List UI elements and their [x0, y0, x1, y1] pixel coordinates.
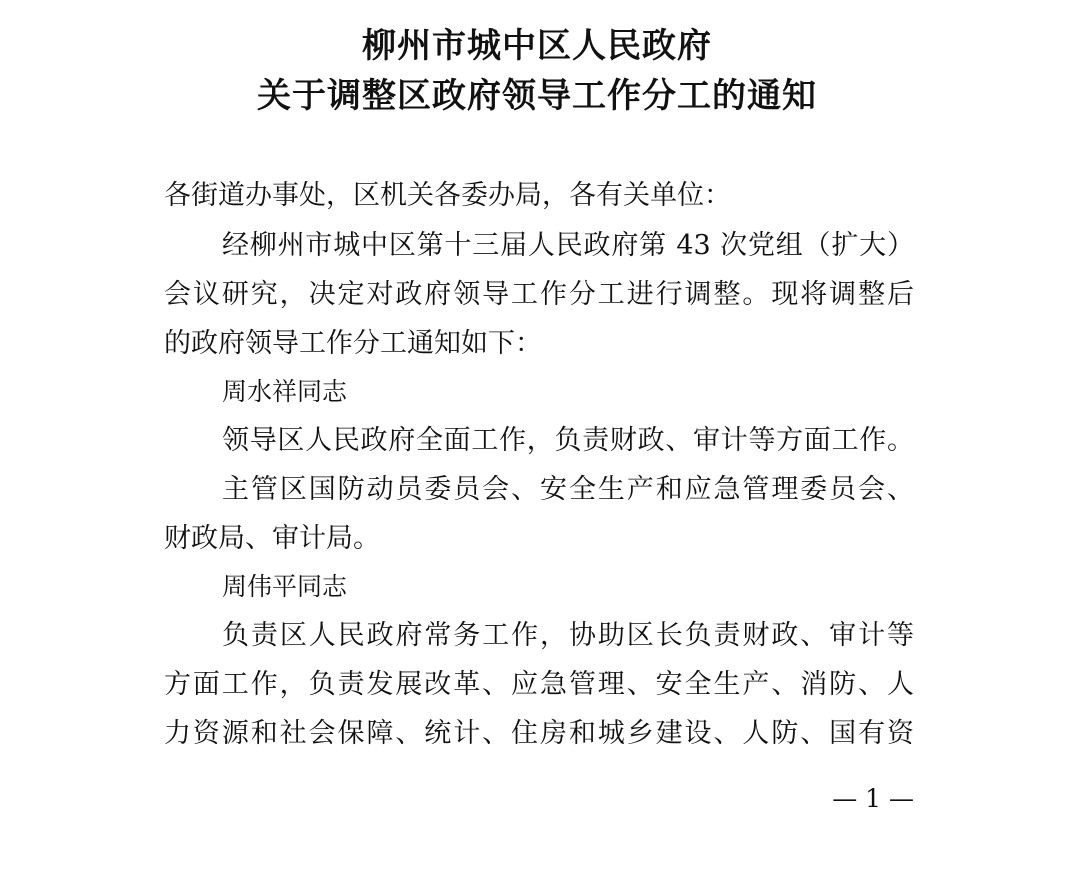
intro-line-1: 经柳州市城中区第十三届人民政府第 43 次党组（扩大）: [222, 230, 914, 261]
document-title-line1: 柳州市城中区人民政府: [362, 26, 712, 66]
leader-1-duty-line-2: 主管区国防动员委员会、安全生产和应急管理委员会、: [222, 474, 914, 505]
leader-2-duty-line-2: 方面工作，负责发展改革、应急管理、安全生产、消防、人: [164, 669, 914, 700]
leader-2-duty-line-3: 力资源和社会保障、统计、住房和城乡建设、人防、国有资: [164, 718, 914, 749]
salutation: 各街道办事处，区机关各委办局，各有关单位：: [164, 180, 731, 211]
leader-1-duty-line-1: 领导区人民政府全面工作，负责财政、审计等方面工作。: [222, 425, 914, 456]
document-title-line2: 关于调整区政府领导工作分工的通知: [257, 76, 817, 116]
leader-2-duty-line-1: 负责区人民政府常务工作，协助区长负责财政、审计等: [222, 620, 914, 651]
page-number: — 1 —: [832, 784, 914, 813]
leader-2-name: 周伟平同志: [222, 572, 348, 601]
intro-line-2: 会议研究，决定对政府领导工作分工进行调整。现将调整后: [164, 279, 914, 310]
leader-1-duty-line-3: 财政局、审计局。: [164, 523, 380, 554]
leader-1-name: 周水祥同志: [222, 377, 348, 406]
intro-line-3: 的政府领导工作分工通知如下：: [164, 328, 542, 359]
